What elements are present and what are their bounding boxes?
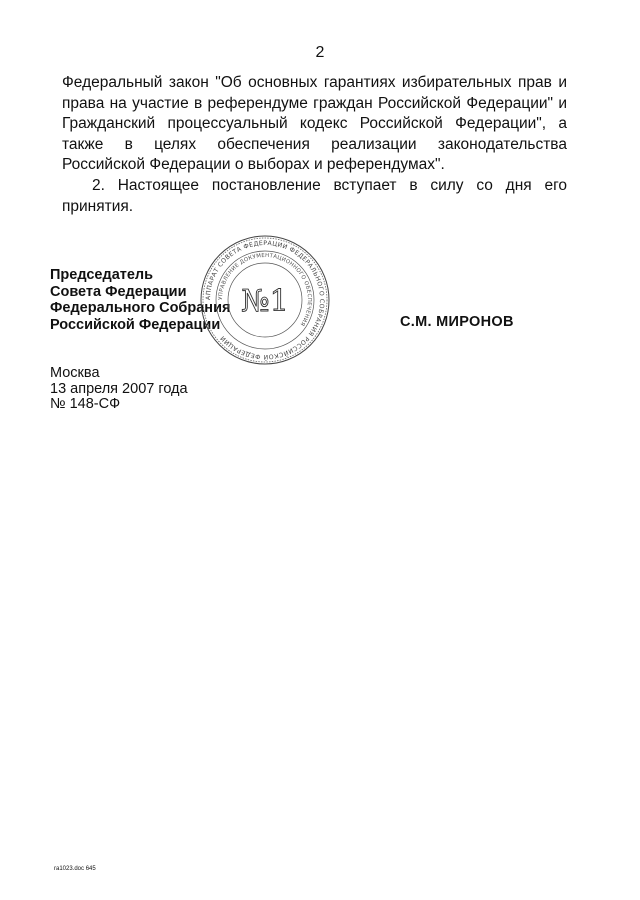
signer-line-2: Совета Федерации — [50, 283, 187, 300]
city: Москва — [50, 365, 100, 381]
footer-file-ref: ra1023.doc 645 — [54, 866, 96, 872]
signer-name: С.М. МИРОНОВ — [400, 314, 514, 330]
signer-line-4: Российской Федерации — [50, 316, 221, 333]
paragraph-1: Федеральный закон "Об основных гарантиях избирательных прав и права на участие в референдуме граждан Российской Федерации" и Гражданский процессуальный кодекс Российской Федерации", а также в целях обеспечения реализации законодательства Российской Федерации о выборах и референдумах". — [62, 74, 567, 173]
seal-number: №1 — [241, 284, 289, 319]
official-seal — [199, 234, 331, 366]
place-and-date — [50, 366, 188, 413]
seal-inner-text: УПРАВЛЕНИЕ ДОКУМЕНТАЦИОННОГО ОБЕСПЕЧЕНИЯ — [217, 252, 313, 327]
seal-outer-text: АППАРАТ СОВЕТА ФЕДЕРАЦИИ ФЕДЕРАЛЬНОГО СОБРАНИЯ РОССИЙСКОЙ ФЕДЕРАЦИИ — [204, 239, 326, 361]
signer-line-1: Председатель — [50, 267, 154, 283]
signer-line-3: Федерального Собрания — [50, 300, 231, 316]
document-number: № 148-СФ — [50, 396, 121, 412]
page-number: 2 — [315, 44, 325, 61]
paragraph-2: 2. Настоящее постановление вступает в силу со дня его принятия. — [62, 177, 567, 215]
document-date: 13 апреля 2007 года — [50, 380, 188, 397]
